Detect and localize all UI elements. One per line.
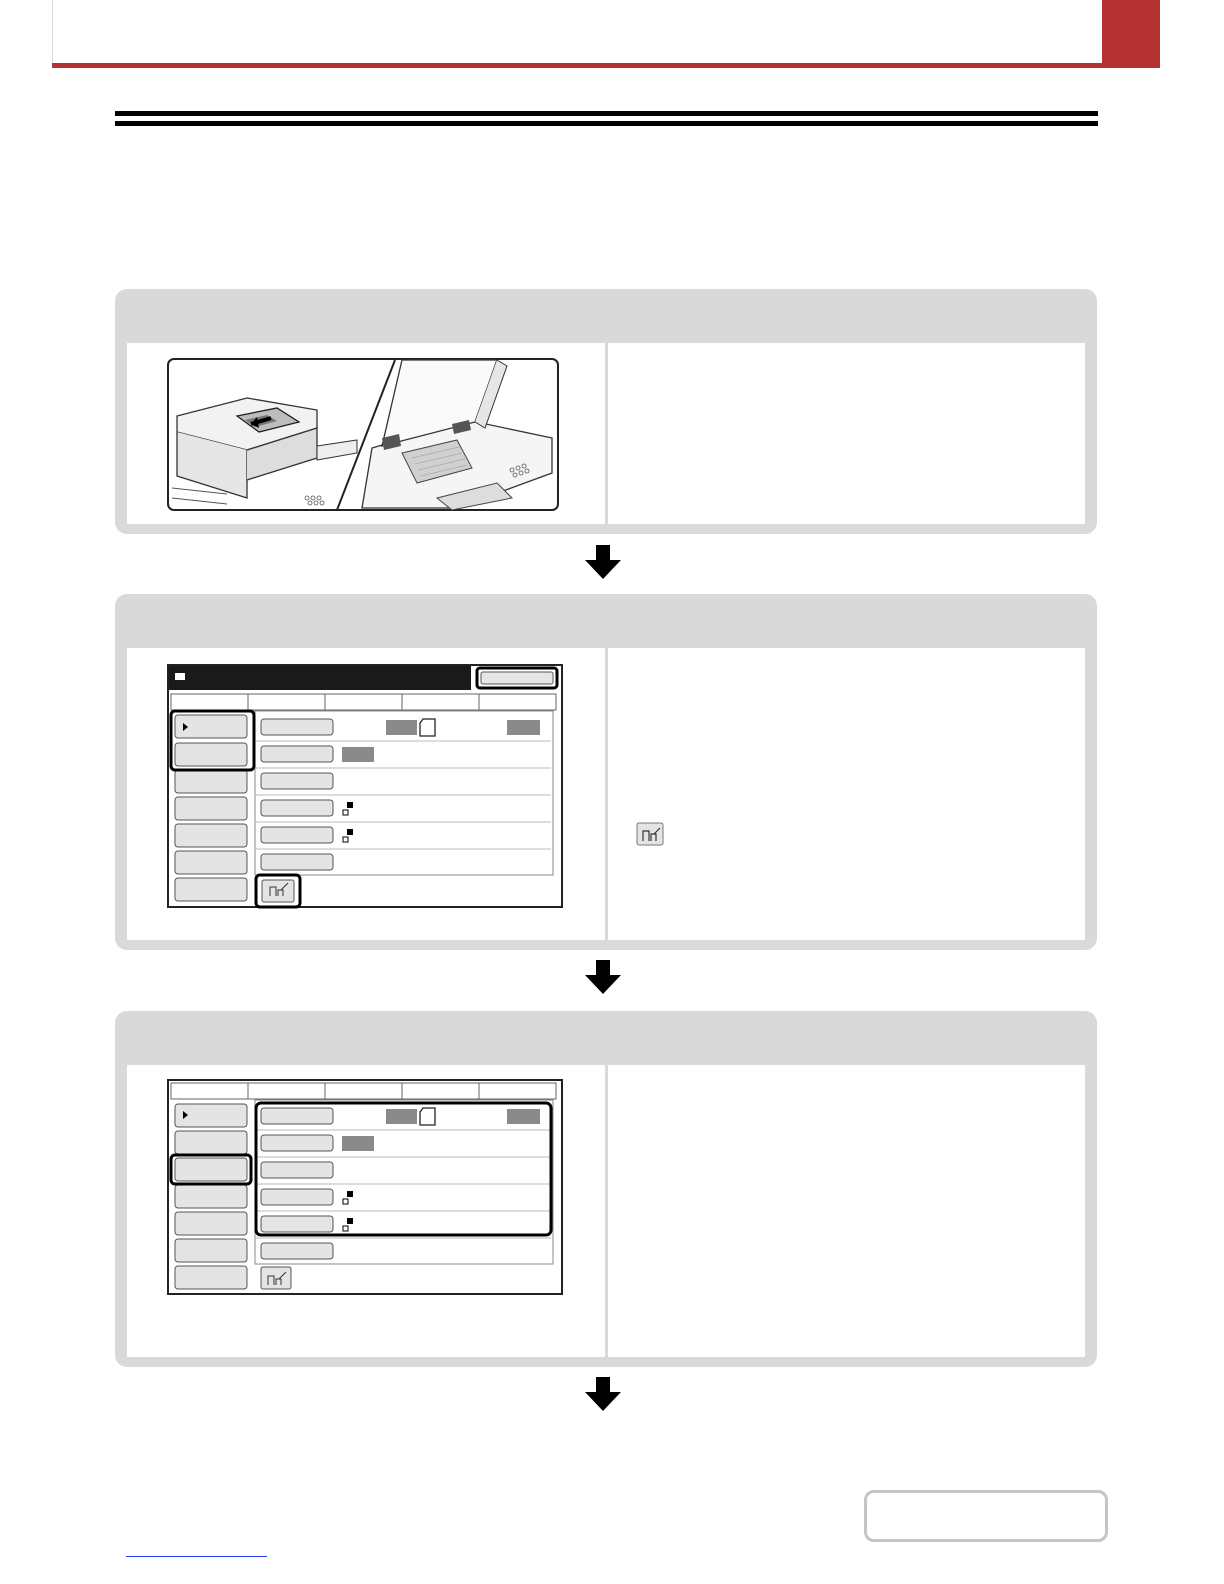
step-panel-1	[115, 289, 1097, 534]
down-arrow-icon	[585, 1377, 621, 1413]
down-arrow-icon	[585, 545, 621, 581]
contents-button[interactable]	[864, 1490, 1108, 1542]
panel-divider	[605, 1065, 608, 1357]
special-modes-icon	[636, 822, 664, 846]
down-arrow-icon	[585, 960, 621, 996]
panel-divider	[605, 648, 608, 940]
page-link-underline[interactable]	[126, 1556, 267, 1557]
panel-divider	[605, 343, 608, 524]
step-panel-3	[115, 1011, 1097, 1367]
header-bar	[52, 0, 1103, 64]
step-panel-2	[115, 594, 1097, 950]
header-accent-block	[1102, 0, 1160, 66]
touch-panel-screen-illustration	[167, 664, 567, 910]
title-rule-top	[115, 111, 1098, 116]
title-rule-bottom	[115, 121, 1098, 126]
touch-panel-settings-illustration	[167, 1079, 567, 1297]
copier-original-placement-illustration	[167, 358, 559, 511]
header-accent-line	[52, 63, 1160, 68]
